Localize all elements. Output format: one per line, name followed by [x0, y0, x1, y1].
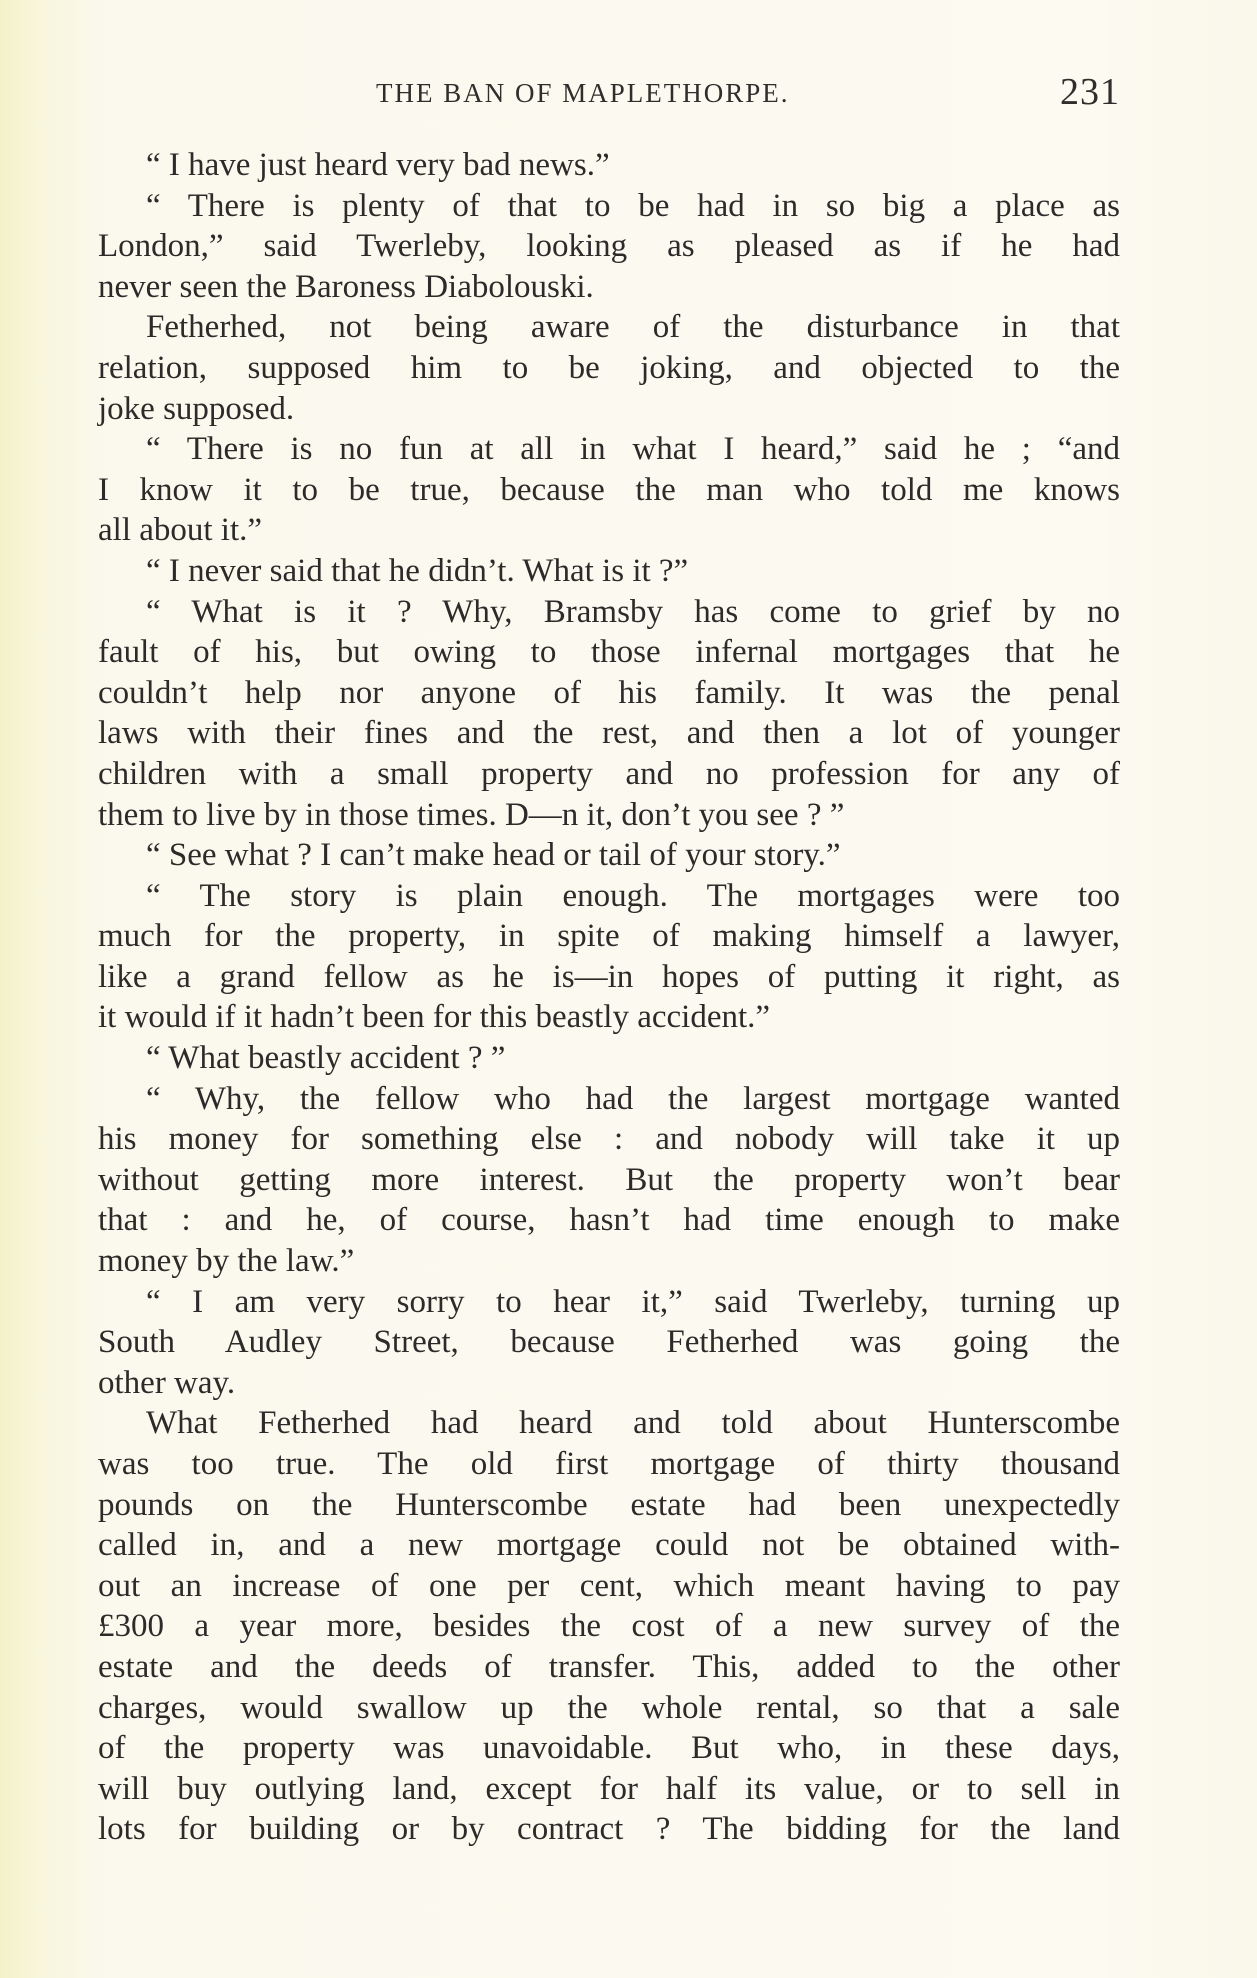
text-line: out an increase of one per cent, which meant having to pay — [98, 1567, 1120, 1604]
page-number: 231 — [1060, 71, 1120, 113]
text-line: estate and the deeds of transfer. This, added to the other — [98, 1648, 1120, 1685]
text-line: “ The story is plain enough. The mortgages were too — [146, 877, 1120, 914]
text-line: pounds on the Hunterscombe estate had been unexpectedly — [98, 1486, 1120, 1523]
text-line: “ What is it ? Why, Bramsby has come to grief by no — [146, 593, 1120, 630]
text-line: £300 a year more, besides the cost of a new survey of the — [98, 1608, 1120, 1645]
text-line: I know it to be true, because the man who told me knows — [98, 471, 1120, 508]
text-line: lots for building or by contract ? The bidding for the land — [98, 1811, 1120, 1848]
text-line: of the property was unavoidable. But who, in these days, — [98, 1730, 1120, 1767]
text-line: couldn’t help nor anyone of his family. It was the penal — [98, 674, 1120, 711]
body-text — [98, 145, 1120, 1850]
text-line: London,” said Twerleby, looking as pleased as if he had — [98, 228, 1120, 265]
page-header — [100, 71, 1120, 114]
text-line: “ There is no fun at all in what I heard,” said he ; “and — [146, 431, 1120, 468]
text-line: called in, and a new mortgage could not be obtained with- — [98, 1527, 1120, 1564]
text-line: What Fetherhed had heard and told about Hunterscombe — [146, 1405, 1120, 1442]
text-line: “ I never said that he didn’t. What is it ?” — [146, 552, 689, 589]
text-line: “ Why, the fellow who had the largest mortgage wanted — [146, 1080, 1120, 1117]
text-line: like a grand fellow as he is—in hopes of putting it right, as — [98, 958, 1120, 995]
text-line: will buy outlying land, except for half its value, or to sell in — [98, 1770, 1120, 1807]
text-line: all about it.” — [98, 512, 263, 549]
text-line: relation, supposed him to be joking, and objected to the — [98, 349, 1120, 386]
text-line: them to live by in those times. D—n it, don’t you see ? ” — [98, 796, 845, 833]
text-line: it would if it hadn’t been for this beastly accident.” — [98, 999, 771, 1036]
running-title: THE BAN OF MAPLETHORPE. — [376, 78, 790, 108]
text-line: “ I am very sorry to hear it,” said Twerleby, turning up — [146, 1283, 1120, 1320]
text-line: laws with their fines and the rest, and then a lot of younger — [98, 715, 1120, 752]
text-line: fault of his, but owing to those infernal mortgages that he — [98, 634, 1120, 671]
text-line: “ What beastly accident ? ” — [146, 1040, 506, 1077]
text-line: without getting more interest. But the property won’t bear — [98, 1161, 1120, 1198]
text-line: “ There is plenty of that to be had in so big a place as — [146, 187, 1120, 224]
text-line: South Audley Street, because Fetherhed was going the — [98, 1324, 1120, 1361]
text-line: other way. — [98, 1364, 236, 1401]
text-line: money by the law.” — [98, 1243, 355, 1280]
text-line: that : and he, of course, hasn’t had time enough to make — [98, 1202, 1120, 1239]
text-line: was too true. The old first mortgage of thirty thousand — [98, 1446, 1120, 1482]
text-line: never seen the Baroness Diabolouski. — [98, 268, 594, 305]
text-line: his money for something else : and nobody will take it up — [98, 1121, 1120, 1158]
text-line: “ See what ? I can’t make head or tail of your story.” — [146, 837, 841, 874]
text-line: much for the property, in spite of making himself a lawyer, — [98, 918, 1120, 955]
text-line: Fetherhed, not being aware of the disturbance in that — [146, 309, 1120, 346]
text-line: children with a small property and no profession for any of — [98, 755, 1120, 792]
text-line: charges, would swallow up the whole rental, so that a sale — [98, 1689, 1120, 1726]
text-line: “ I have just heard very bad news.” — [146, 147, 610, 183]
text-line: joke supposed. — [98, 390, 295, 427]
